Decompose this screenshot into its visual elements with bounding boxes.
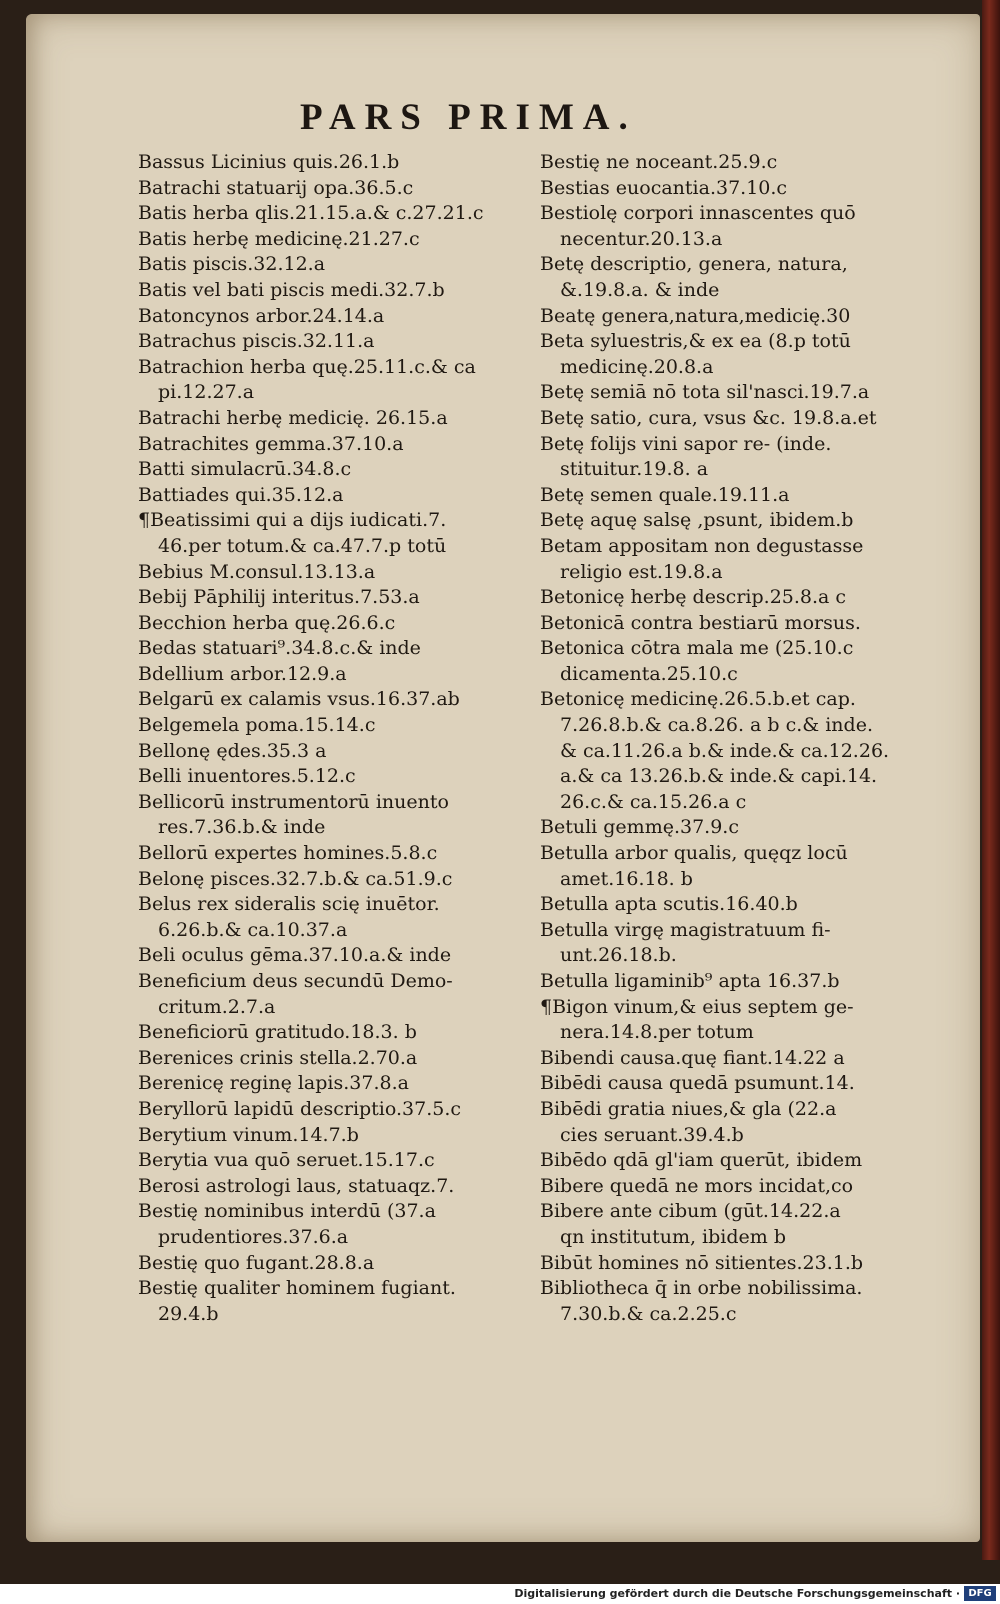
- footer-credit: Digitalisierung gefördert durch die Deutsche Forschungsgemeinschaft ·: [514, 1587, 960, 1600]
- index-entry-line: & ca.11.26.a b.& inde.& ca.12.26.: [560, 739, 890, 762]
- index-entry-line: Bestię qualiter hominem fugiant.: [138, 1277, 456, 1300]
- index-entry-line: res.7.36.b.& inde: [158, 816, 326, 839]
- index-entry-line: Beryllorū lapidū descriptio.37.5.c: [138, 1097, 462, 1120]
- index-entry-line: Batrachi statuarij opa.36.5.c: [138, 176, 414, 199]
- footer-bar: [0, 1584, 1000, 1604]
- index-entry-line: Betonica cōtra mala me (25.10.c: [540, 637, 854, 660]
- index-entry-line: 26.c.& ca.15.26.a c: [560, 790, 747, 813]
- index-entry-line: Bedas statuari⁹.34.8.c.& inde: [138, 637, 421, 660]
- index-entry-line: Betę satio, cura, vsus &c. 19.8.a.et: [540, 406, 877, 429]
- index-entry-line: Belus rex sideralis scię inuētor.: [138, 893, 440, 916]
- index-entry-line: stituitur.19.8. a: [560, 458, 709, 481]
- index-entry-line: Batis herbę medicinę.21.27.c: [138, 227, 420, 250]
- index-entry-line: Bdellium arbor.12.9.a: [138, 662, 347, 685]
- index-entry-line: Batis herba qlis.21.15.a.& c.27.21.c: [138, 202, 484, 225]
- index-entry-line: Belgarū ex calamis vsus.16.37.ab: [138, 688, 460, 711]
- index-entry-line: ¶Beatissimi qui a dijs iudicati.7.: [138, 509, 447, 532]
- dfg-logo: DFG: [964, 1586, 996, 1601]
- index-entry-line: prudentiores.37.6.a: [158, 1225, 349, 1248]
- index-entry-line: Bellonę ędes.35.3 a: [138, 739, 327, 762]
- index-entry-line: Batti simulacrū.34.8.c: [138, 458, 352, 481]
- index-entry-line: Beatę genera,natura,medicię.30: [540, 304, 851, 327]
- index-entry-line: Betam appositam non degustasse: [540, 534, 864, 557]
- index-entry-line: Betę semen quale.19.11.a: [540, 483, 790, 506]
- index-entry-line: Bellorū expertes homines.5.8.c: [138, 842, 438, 865]
- index-entry-line: Bassus Licinius quis.26.1.b: [138, 151, 400, 173]
- index-entry-line: Betonicę medicinę.26.5.b.et cap.: [540, 688, 856, 711]
- index-entry-line: Bibere ante cibum (gūt.14.22.a: [540, 1200, 841, 1223]
- index-entry-line: Berytia vua quō seruet.15.17.c: [138, 1149, 435, 1172]
- index-entry-line: Bebius M.consul.13.13.a: [138, 560, 376, 583]
- index-entry-line: Bestias euocantia.37.10.c: [540, 176, 788, 199]
- index-column-left: [138, 150, 538, 1327]
- book-spine-edge: [982, 0, 1000, 1560]
- index-entry-line: Bibēdi causa quedā psumunt.14.: [540, 1072, 855, 1095]
- index-entry-line: Berenicę reginę lapis.37.8.a: [138, 1072, 409, 1095]
- index-entry-line: Betę aquę salsę ,psunt, ibidem.b: [540, 509, 854, 532]
- index-entry-line: Bibendi causa.quę fiant.14.22 a: [540, 1046, 845, 1069]
- index-entry-line: Berosi astrologi laus, statuaqz.7.: [138, 1174, 455, 1197]
- index-entry-line: qn institutum, ibidem b: [560, 1225, 786, 1248]
- index-entry-line: Bibūt homines nō sitientes.23.1.b: [540, 1251, 864, 1274]
- index-entry-line: critum.2.7.a: [158, 995, 276, 1018]
- index-entry-line: Betuli gemmę.37.9.c: [540, 816, 739, 839]
- index-entry-line: Bestię quo fugant.28.8.a: [138, 1251, 375, 1274]
- index-entry-line: Bibliotheca q̄ in orbe nobilissima.: [540, 1277, 863, 1300]
- index-entry-line: Betę folijs vini sapor re- (inde.: [540, 432, 832, 455]
- index-entry-line: Belgemela poma.15.14.c: [138, 714, 376, 737]
- index-entry-line: ¶Bigon vinum,& eius septem ge-: [540, 995, 854, 1018]
- index-entry-line: Batoncynos arbor.24.14.a: [138, 304, 385, 327]
- index-entry-line: Batrachites gemma.37.10.a: [138, 432, 404, 455]
- index-entry-line: Batrachus piscis.32.11.a: [138, 330, 375, 353]
- index-entry-line: Beneficiorū gratitudo.18.3. b: [138, 1021, 417, 1044]
- index-entry-line: Berytium vinum.14.7.b: [138, 1123, 359, 1146]
- index-entry-line: medicinę.20.8.a: [560, 355, 714, 378]
- index-entry-line: Bestię nominibus interdū (37.a: [138, 1200, 436, 1223]
- index-entry-line: religio est.19.8.a: [560, 560, 723, 583]
- index-entry-line: &.19.8.a. & inde: [560, 278, 720, 301]
- index-entry-line: Bebij Pāphilij interitus.7.53.a: [138, 586, 420, 609]
- index-entry-line: Betulla apta scutis.16.40.b: [540, 893, 798, 916]
- index-entry-line: 7.30.b.& ca.2.25.c: [560, 1302, 737, 1325]
- index-entry-line: 7.26.8.b.& ca.8.26. a b c.& inde.: [560, 714, 873, 737]
- index-entry-line: dicamenta.25.10.c: [560, 662, 738, 685]
- index-entry-line: Bestiolę corpori innascentes quō: [540, 202, 856, 225]
- index-entry-line: Bibēdo qdā gl'iam querūt, ibidem: [540, 1149, 863, 1172]
- index-entry-line: Belli inuentores.5.12.c: [138, 765, 356, 788]
- index-entry-line: Beta syluestris,& ex ea (8.p totū: [540, 330, 851, 353]
- running-head: PARS PRIMA.: [300, 97, 637, 138]
- index-entry-line: 29.4.b: [158, 1302, 219, 1325]
- index-entry-line: Belonę pisces.32.7.b.& ca.51.9.c: [138, 867, 453, 890]
- index-entry-line: necentur.20.13.a: [560, 227, 723, 250]
- index-entry-line: Bibēdi gratia niues,& gla (22.a: [540, 1097, 837, 1120]
- index-entry-line: Beneficium deus secundū Demo-: [138, 970, 453, 992]
- index-column-right: [540, 150, 940, 1327]
- index-entry-line: pi.12.27.a: [158, 381, 255, 404]
- index-entry-line: nera.14.8.per totum: [560, 1021, 754, 1044]
- index-entry-line: Berenices crinis stella.2.70.a: [138, 1046, 418, 1069]
- index-entry-line: Betulla virgę magistratuum fi-: [540, 918, 831, 941]
- index-entry-line: 46.per totum.& ca.47.7.p totū: [158, 534, 447, 557]
- index-entry-line: Bestię ne noceant.25.9.c: [540, 151, 778, 173]
- index-entry-line: Batrachion herba quę.25.11.c.& ca: [138, 355, 476, 378]
- index-entry-line: Bellicorū instrumentorū inuento: [138, 790, 449, 813]
- index-entry-line: a.& ca 13.26.b.& inde.& capi.14.: [560, 765, 878, 788]
- index-entry-line: Betulla arbor qualis, quęqz locū: [540, 842, 848, 865]
- index-entry-line: Bibere quedā ne mors incidat,co: [540, 1174, 854, 1197]
- index-entry-line: Beli oculus gēma.37.10.a.& inde: [138, 944, 452, 967]
- index-entry-line: Batrachi herbę medicię. 26.15.a: [138, 406, 448, 429]
- index-entry-line: Betę descriptio, genera, natura,: [540, 253, 848, 276]
- index-entry-line: Battiades qui.35.12.a: [138, 483, 344, 506]
- index-entry-line: 6.26.b.& ca.10.37.a: [158, 918, 348, 941]
- index-entry-line: Batis vel bati piscis medi.32.7.b: [138, 278, 445, 301]
- index-entry-line: cies seruant.39.4.b: [560, 1123, 744, 1146]
- index-entry-line: Betonicę herbę descrip.25.8.a c: [540, 586, 847, 609]
- index-entry-line: Becchion herba quę.26.6.c: [138, 611, 396, 634]
- index-entry-line: Batis piscis.32.12.a: [138, 253, 326, 276]
- index-entry-line: Betulla ligaminib⁹ apta 16.37.b: [540, 970, 840, 992]
- index-entry-line: unt.26.18.b.: [560, 944, 677, 967]
- index-entry-line: amet.16.18. b: [560, 867, 693, 890]
- index-entry-line: Betonicā contra bestiarū morsus.: [540, 611, 861, 634]
- index-entry-line: Betę semiā nō tota sil'nasci.19.7.a: [540, 381, 870, 404]
